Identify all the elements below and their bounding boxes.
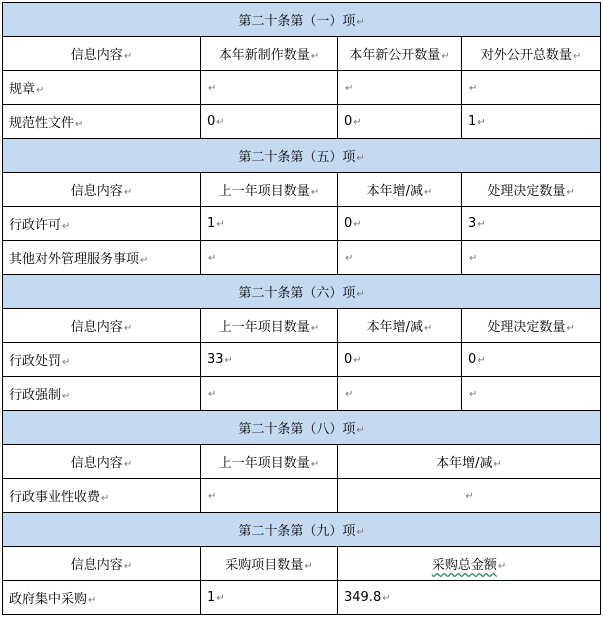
column-header: 本年新制作数量↵: [201, 37, 338, 71]
table-cell: ↵: [338, 377, 462, 411]
row-label: 行政许可↵: [3, 207, 201, 241]
table-cell: 0↵: [338, 207, 462, 241]
table-cell: ↵: [338, 241, 462, 275]
table-cell: 1↵: [462, 105, 601, 139]
row-label: 行政事业性收费↵: [3, 479, 201, 513]
table-cell: 0↵: [338, 105, 462, 139]
disclosure-table: [2, 2, 601, 615]
section-title: 第二十条第（八）项↵: [3, 411, 601, 445]
column-header: 上一年项目数量↵: [201, 173, 338, 207]
section-header-row: [3, 513, 601, 547]
row-label: 其他对外管理服务事项↵: [3, 241, 201, 275]
table-cell: ↵: [201, 71, 338, 105]
section-header-row: [3, 411, 601, 445]
section-title: 第二十条第（五）项↵: [3, 139, 601, 173]
table-cell: ↵: [338, 479, 601, 513]
table-row: [3, 479, 601, 513]
column-header-row: [3, 547, 601, 581]
column-header: 信息内容↵: [3, 547, 201, 581]
column-header: 本年增/减↵: [338, 173, 462, 207]
section-header-row: [3, 275, 601, 309]
table-row: [3, 105, 601, 139]
table-row: [3, 207, 601, 241]
table-cell: 0↵: [338, 343, 462, 377]
table-cell: ↵: [201, 479, 338, 513]
section-header-row: [3, 3, 601, 37]
column-header: 信息内容↵: [3, 37, 201, 71]
row-label: 行政强制↵: [3, 377, 201, 411]
column-header: 本年增/减↵: [338, 445, 601, 479]
table-cell: ↵: [201, 241, 338, 275]
row-label: 行政处罚↵: [3, 343, 201, 377]
row-label: 规章↵: [3, 71, 201, 105]
table-row: [3, 343, 601, 377]
table-cell: 1↵: [201, 207, 338, 241]
table-row: [3, 377, 601, 411]
section-header-row: [3, 139, 601, 173]
column-header: 对外公开总数量↵: [462, 37, 601, 71]
column-header-row: [3, 37, 601, 71]
column-header: 处理决定数量↵: [462, 173, 601, 207]
column-header-row: [3, 309, 601, 343]
table-cell: ↵: [462, 377, 601, 411]
table-row: [3, 71, 601, 105]
column-header: 信息内容↵: [3, 309, 201, 343]
table-cell: ↵: [462, 71, 601, 105]
table-cell: ↵: [462, 241, 601, 275]
column-header: 信息内容↵: [3, 173, 201, 207]
section-title: 第二十条第（六）项↵: [3, 275, 601, 309]
table-cell: 1↵: [201, 581, 338, 615]
column-header-row: [3, 445, 601, 479]
column-header: 信息内容↵: [3, 445, 201, 479]
column-header: 采购总金额↵: [338, 547, 601, 581]
table-cell: 0↵: [201, 105, 338, 139]
section-title: 第二十条第（一）项↵: [3, 3, 601, 37]
table-cell: ↵: [201, 377, 338, 411]
row-label: 规范性文件↵: [3, 105, 201, 139]
table-cell: 349.8↵: [338, 581, 601, 615]
table-cell: 33↵: [201, 343, 338, 377]
section-title: 第二十条第（九）项↵: [3, 513, 601, 547]
column-header: 本年新公开数量↵: [338, 37, 462, 71]
table-cell: 3↵: [462, 207, 601, 241]
table-row: [3, 241, 601, 275]
column-header: 上一年项目数量↵: [201, 445, 338, 479]
column-header-row: [3, 173, 601, 207]
table-cell: 0↵: [462, 343, 601, 377]
column-header: 上一年项目数量↵: [201, 309, 338, 343]
column-header: 处理决定数量↵: [462, 309, 601, 343]
table-row: [3, 581, 601, 615]
row-label: 政府集中采购↵: [3, 581, 201, 615]
column-header: 本年增/减↵: [338, 309, 462, 343]
column-header: 采购项目数量↵: [201, 547, 338, 581]
table-cell: ↵: [338, 71, 462, 105]
